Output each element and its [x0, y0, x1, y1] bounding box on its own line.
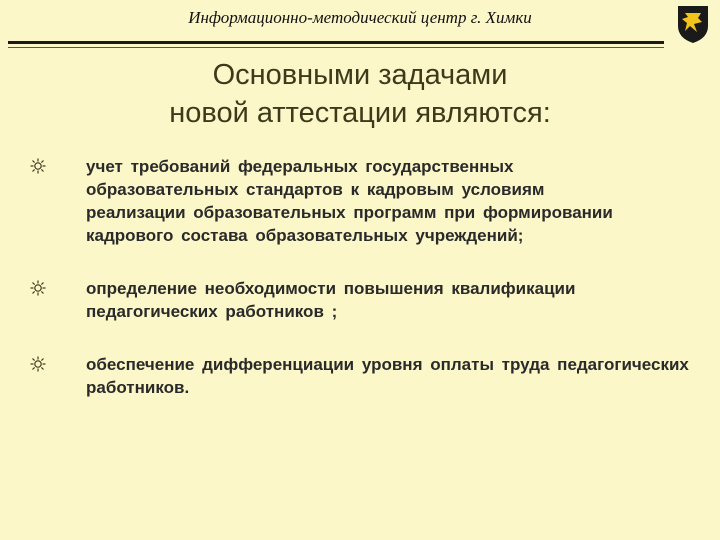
bullet-text: учет требований федеральных государственных образовательных стандартов к кадровым условиям реализации образовательных программ при формировании кадрового состава образовательных учреждений;: [86, 157, 613, 245]
bullet-list: [30, 155, 690, 399]
sun-bullet-icon: [30, 280, 46, 296]
bullet-text: обеспечение дифференциации уровня оплаты труда педагогических работников.: [86, 355, 689, 397]
header-title: Информационно-методический центр г. Химки: [188, 8, 532, 27]
header-divider: [8, 41, 664, 44]
slide-title-line-1: Основными задачами: [212, 59, 508, 91]
coat-of-arms-icon: [676, 4, 710, 44]
sun-bullet-icon: [30, 356, 46, 372]
slide-title-line-2: новой аттестации являются:: [169, 97, 551, 129]
bullet-item: [30, 353, 690, 399]
bullet-item: [30, 277, 690, 323]
slide-title: [0, 56, 720, 132]
bullet-text: определение необходимости повышения квалификации педагогических работников ;: [86, 279, 576, 321]
header-divider-thin: [8, 47, 664, 48]
sun-bullet-icon: [30, 158, 46, 174]
bullet-item: [30, 155, 646, 247]
